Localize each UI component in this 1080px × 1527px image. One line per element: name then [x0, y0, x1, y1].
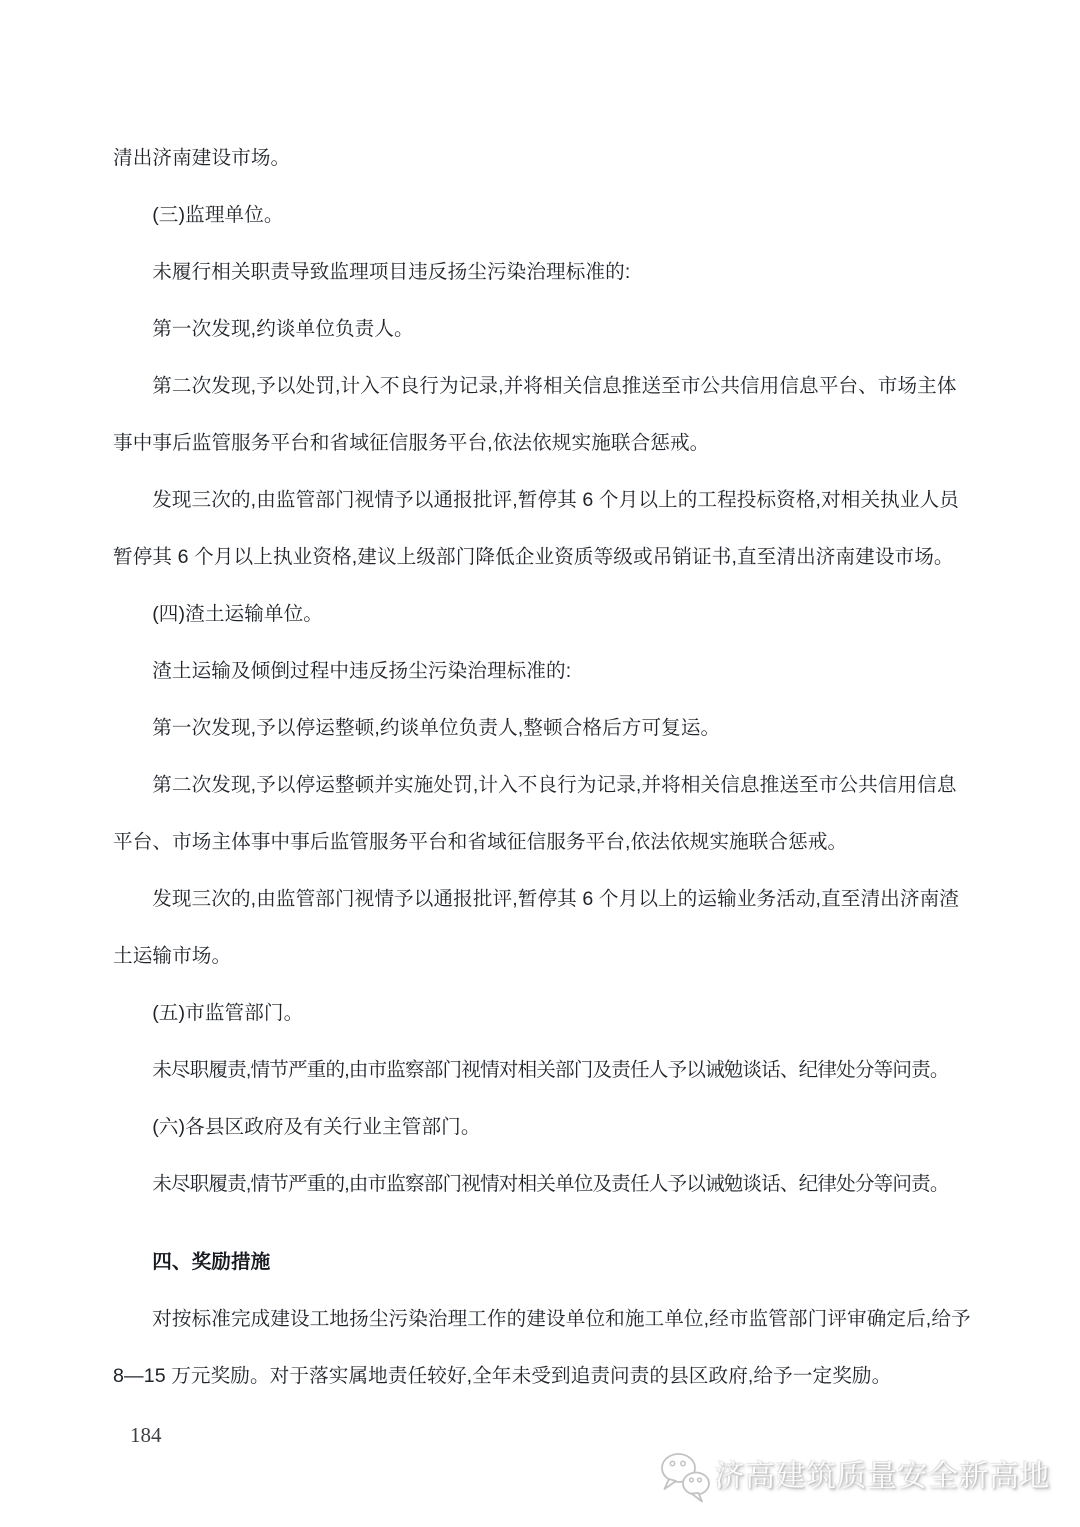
footer-watermark: [657, 1450, 1051, 1504]
document-body: [113, 130, 1003, 1405]
text-line: 未尽职履责,情节严重的,由市监察部门视情对相关单位及责任人予以诫勉谈话、纪律处分等问责。: [152, 1173, 949, 1195]
text-line: (四)渣土运输单位。: [152, 603, 323, 625]
text-line: (五)市监管部门。: [152, 1002, 304, 1024]
section-heading: 四、奖励措施: [152, 1251, 271, 1273]
text-line: 未履行相关职责导致监理项目违反扬尘污染治理标准的:: [152, 261, 631, 283]
text-line: 未尽职履责,情节严重的,由市监察部门视情对相关部门及责任人予以诫勉谈话、纪律处分等问责。: [152, 1059, 949, 1081]
text-line: 发现三次的,由监管部门视情予以通报批评,暂停其 6 个月以上的运输业务活动,直至清出济南渣: [152, 888, 959, 910]
text-line: 第二次发现,予以处罚,计入不良行为记录,并将相关信息推送至市公共信用信息平台、市场主体: [152, 375, 957, 397]
text-line: 对按标准完成建设工地扬尘污染治理工作的建设单位和施工单位,经市监管部门评审确定后,给予: [152, 1308, 971, 1330]
text-line: 事中事后监管服务平台和省域征信服务平台,依法依规实施联合惩戒。: [113, 432, 710, 454]
text-line: 8—15 万元奖励。对于落实属地责任较好,全年未受到追责问责的县区政府,给予一定奖励。: [113, 1365, 892, 1387]
text-line: (三)监理单位。: [152, 204, 284, 226]
text-line: 第一次发现,约谈单位负责人。: [152, 318, 414, 340]
text-line: 土运输市场。: [113, 945, 232, 967]
text-line: 第一次发现,予以停运整顿,约谈单位负责人,整顿合格后方可复运。: [152, 717, 721, 739]
text-line: 发现三次的,由监管部门视情予以通报批评,暂停其 6 个月以上的工程投标资格,对相关执业人员: [152, 489, 959, 511]
watermark-text: 济高建筑质量安全新高地: [714, 1460, 1050, 1493]
wechat-icon: [657, 1450, 713, 1504]
text-line: (六)各县区政府及有关行业主管部门。: [152, 1116, 481, 1138]
page-number: 184: [130, 1423, 162, 1447]
text-line: 第二次发现,予以停运整顿并实施处罚,计入不良行为记录,并将相关信息推送至市公共信用信息: [152, 774, 957, 796]
text-line: 渣土运输及倾倒过程中违反扬尘污染治理标准的:: [152, 660, 572, 682]
text-line: 平台、市场主体事中事后监管服务平台和省域征信服务平台,依法依规实施联合惩戒。: [113, 831, 848, 853]
text-line: 暂停其 6 个月以上执业资格,建议上级部门降低企业资质等级或吊销证书,直至清出济南建设市场。: [113, 546, 954, 568]
text-line: 清出济南建设市场。: [113, 147, 291, 169]
